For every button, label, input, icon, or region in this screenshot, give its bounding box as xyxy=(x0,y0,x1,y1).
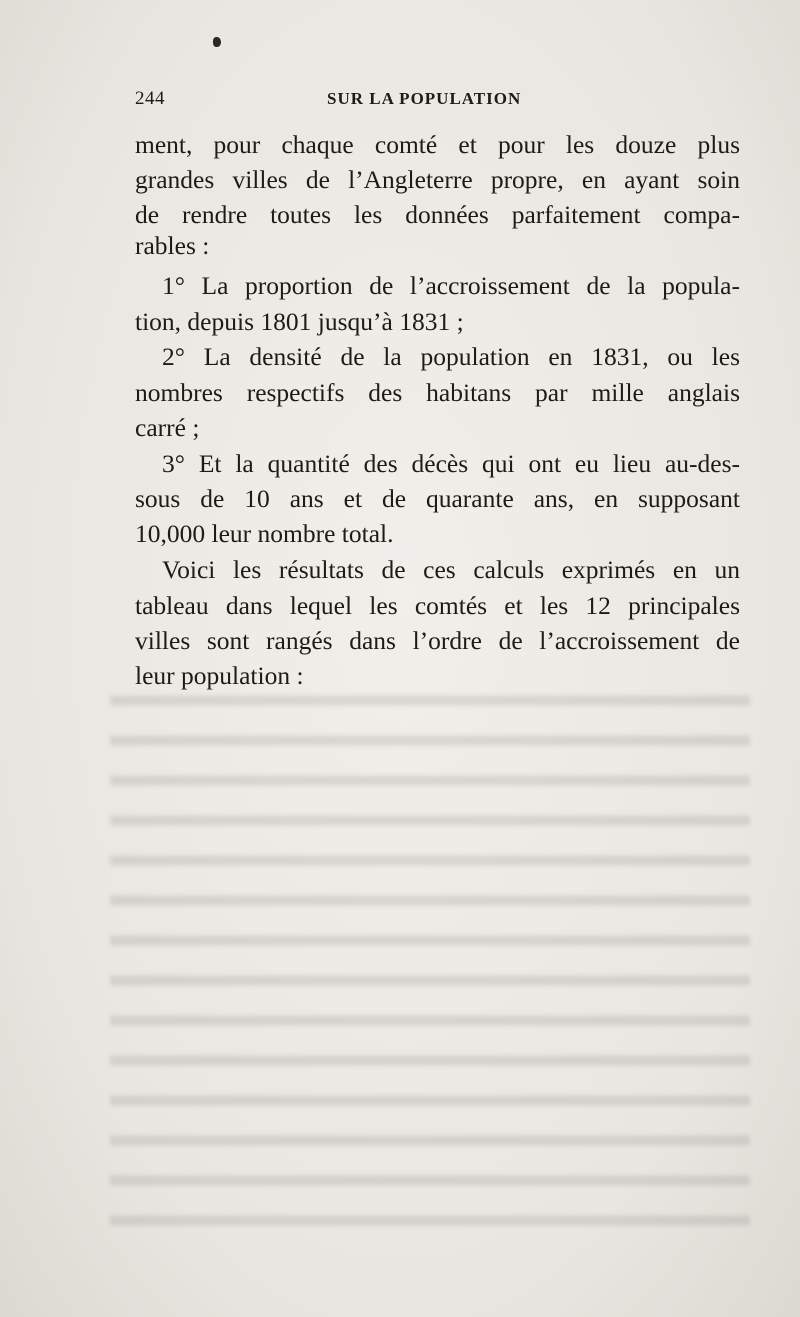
text-line: villes sont rangés dans l’ordre de l’accroissement de xyxy=(135,626,740,655)
text-line: 1° La proportion de l’accroissement de la popula- xyxy=(162,271,740,300)
text-line: tableau dans lequel les comtés et les 12 principales xyxy=(135,591,740,620)
text-line: grandes villes de l’Angleterre propre, en ayant soin xyxy=(135,165,740,194)
text-line: ment, pour chaque comté et pour les douze plus xyxy=(135,130,740,159)
text-line: rables : xyxy=(135,231,210,260)
page-header xyxy=(135,88,740,114)
text-line: de rendre toutes les données parfaitement compa- xyxy=(135,200,740,229)
running-head: SUR LA POPULATION xyxy=(327,89,522,108)
text-line: tion, depuis 1801 jusqu’à 1831 ; xyxy=(135,307,464,336)
show-through-text xyxy=(110,690,750,1250)
text-line: carré ; xyxy=(135,413,200,442)
text-line: sous de 10 ans et de quarante ans, en supposant xyxy=(135,484,740,513)
text-line: 10,000 leur nombre total. xyxy=(135,519,394,548)
text-line: nombres respectifs des habitans par mille anglais xyxy=(135,378,740,407)
page-number: 244 xyxy=(135,88,165,109)
text-line: 3° Et la quantité des décès qui ont eu lieu au-des- xyxy=(162,449,740,478)
text-line: Voici les résultats de ces calculs exprimés en un xyxy=(162,555,740,584)
text-line: 2° La densité de la population en 1831, ou les xyxy=(162,342,740,371)
text-line: leur population : xyxy=(135,661,304,690)
ink-spot xyxy=(213,37,221,47)
